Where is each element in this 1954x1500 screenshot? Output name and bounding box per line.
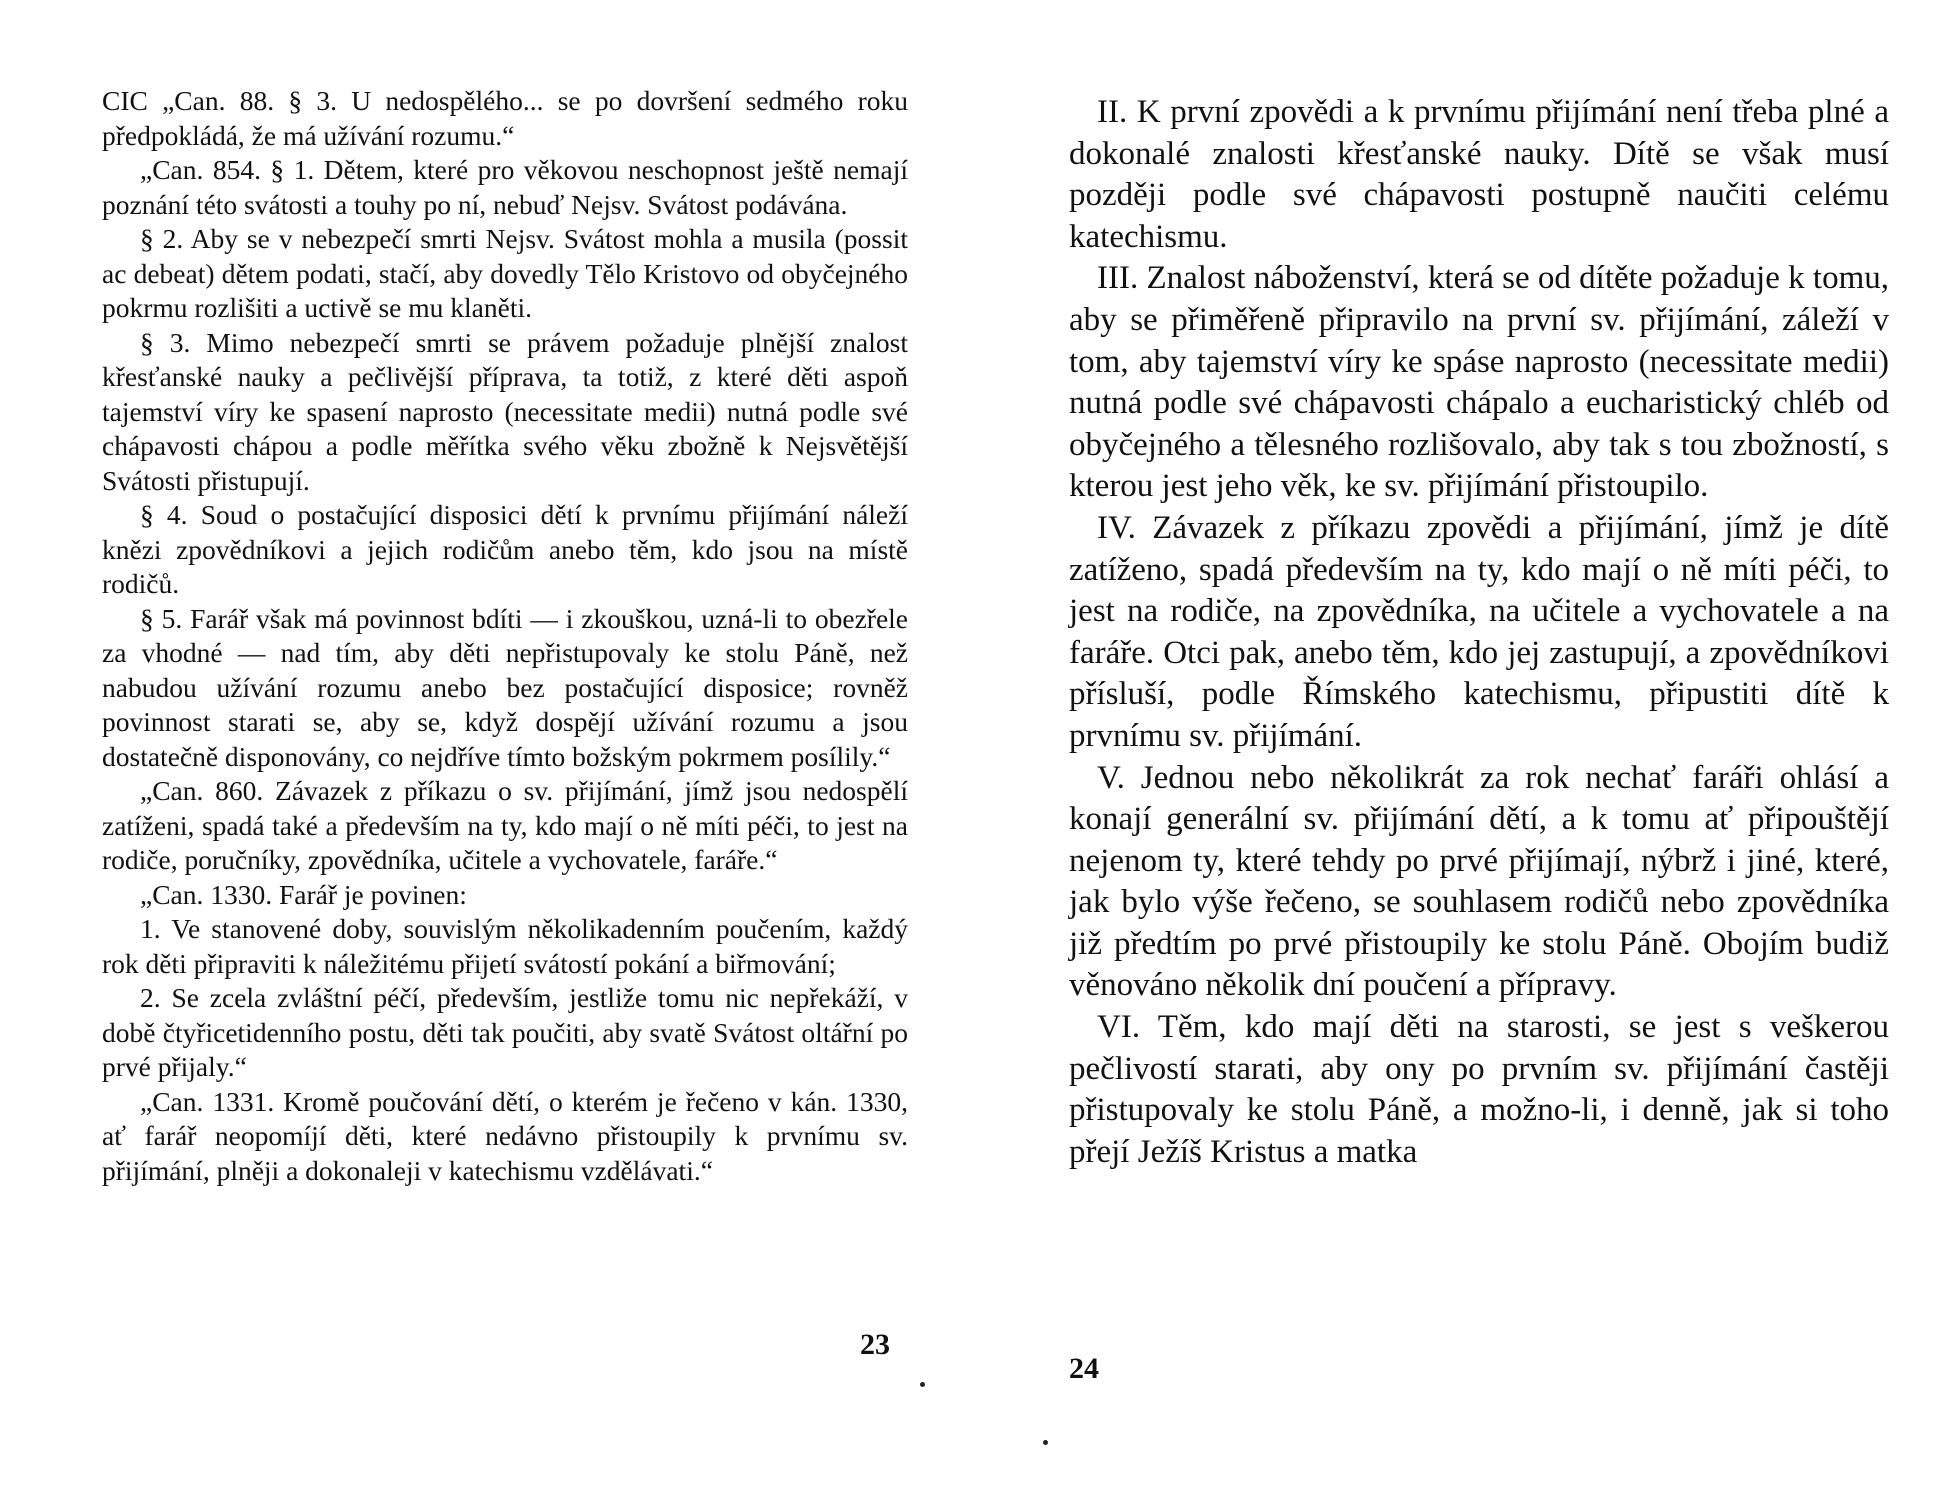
paragraph-can-1330-item-2: 2. Se zcela zvláštní péčí, především, jestliže tomu nic nepřekáží, v době čtyřicetidenního postu, děti tak poučiti, aby svatě Svátost oltářní po prvé přijaly.“	[102, 982, 908, 1082]
right-page	[977, 0, 1954, 1500]
paragraph-can-1330: „Can. 1330. Farář je povinen:	[140, 878, 467, 910]
paragraph-can-860: „Can. 860. Závazek z příkazu o sv. přijímání, jímž jsou nedospělí zatíženi, spadá také a především na ty, kdo mají o ně míti péči, to jest na rodiče, poručníky, zpovědníka, učitele a vychovatele, faráře.“	[102, 775, 908, 875]
paragraph-can-88: CIC „Can. 88. § 3. U nedospělého... se po dovršení sedmého roku předpokládá, že má užívání rozumu.“	[102, 85, 908, 151]
paragraph-iv: IV. Závazek z příkazu zpovědi a přijímání, jímž je dítě zatíženo, spadá především na ty, kdo mají o ně míti péči, to jest na rodiče, na zpovědníka, na učitele a vychovatele a na faráře. Otci pak, anebo těm, kdo jej zastupují, a zpovědníkovi přísluší, podle Římského katechismu, připustiti dítě k prvnímu sv. přijímání.	[1069, 509, 1889, 754]
paragraph-can-854-4: § 4. Soud o postačující disposici dětí k prvnímu přijímání náleží knězi zpovědníkovi a jejich rodičům anebo těm, kdo jsou na místě rodičů.	[102, 499, 908, 599]
paragraph-iii: III. Znalost náboženství, která se od dítěte požaduje k tomu, aby se přiměřeně připravilo na první sv. přijímání, záleží v tom, aby tajemství víry ke spáse naprosto (necessitate medii) nutná podle své chápavosti chápalo a eucharistický chléb od obyčejného a tělesného rozlišovalo, aby tak s tou zbožností, s kterou jest jeho věk, ke sv. přijímání přistoupilo.	[1069, 260, 1889, 505]
print-speck	[1043, 1440, 1048, 1445]
paragraph-can-1330-item-1: 1. Ve stanovené doby, souvislým několikadenním poučením, každý rok děti připraviti k náležitému přijetí svátostí pokání a biřmování;	[102, 913, 908, 979]
paragraph-can-854-1: „Can. 854. § 1. Dětem, které pro věkovou neschopnost ještě nemají poznání této svátosti a touhy po ní, nebuď Nejsv. Svátost podávána.	[102, 154, 908, 220]
paragraph-can-854-2: § 2. Aby se v nebezpečí smrti Nejsv. Svátost mohla a musila (possit ac debeat) dětem podati, stačí, aby dovedly Tělo Kristovo od obyčejného pokrmu rozlišiti a uctivě se mu klaněti.	[102, 223, 908, 323]
left-page-text	[102, 84, 908, 1188]
paragraph-ii: II. K první zpovědi a k prvnímu přijímání není třeba plné a dokonalé znalosti křesťanské nauky. Dítě se však musí později podle své chápavosti postupně naučiti celému katechismu.	[1069, 94, 1889, 255]
page-number-right: 24	[1069, 1352, 1099, 1385]
paragraph-can-854-3: § 3. Mimo nebezpečí smrti se právem požaduje plnější znalost křesťanské nauky a pečlivější příprava, ta totiž, z které děti aspoň tajemství víry ke spasení naprosto (necessitate medii) nutná podle své chápavosti chápou a podle měřítka svého věku zbožně k Nejsvětější Svátosti přistupují.	[102, 326, 908, 496]
paragraph-can-854-5: § 5. Farář však má povinnost bdíti — i zkouškou, uzná-li to obezřele za vhodné — nad tím, aby děti nepřistupovaly ke stolu Páně, než nabudou užívání rozumu anebo bez postačující disposice; rovněž povinnost starati se, aby se, když dospějí užívání rozumu a jsou dostatečně disponovány, co nejdříve tímto božským pokrmem posílily.“	[102, 602, 908, 772]
paragraph-vi: VI. Těm, kdo mají děti na starosti, se jest s veškerou pečlivostí starati, aby ony po prvním sv. přijímání častěji přistupovaly ke stolu Páně, a možno-li, i denně, jak si toho přejí Ježíš Kristus a matka	[1069, 1009, 1889, 1170]
right-page-text	[1069, 92, 1889, 1173]
paragraph-v: V. Jednou nebo několikrát za rok nechať faráři ohlásí a konají generální sv. přijímání dětí, a k tomu ať připouštějí nejenom ty, které tehdy po prvé přijímají, nýbrž i jiné, které, jak bylo výše řečeno, se souhlasem rodičů nebo zpovědníka již předtím po prvé přistoupily ke stolu Páně. Obojím budiž věnováno několik dní poučení a přípravy.	[1069, 759, 1889, 1004]
paragraph-can-1331: „Can. 1331. Kromě poučování dětí, o kterém je řečeno v kán. 1330, ať farář neopomíjí děti, které nedávno přistoupily k prvnímu sv. přijímání, plněji a dokonaleji v katechismu vzdělávati.“	[102, 1085, 908, 1186]
print-speck	[920, 1382, 925, 1387]
page-number-left: 23	[860, 1328, 890, 1361]
